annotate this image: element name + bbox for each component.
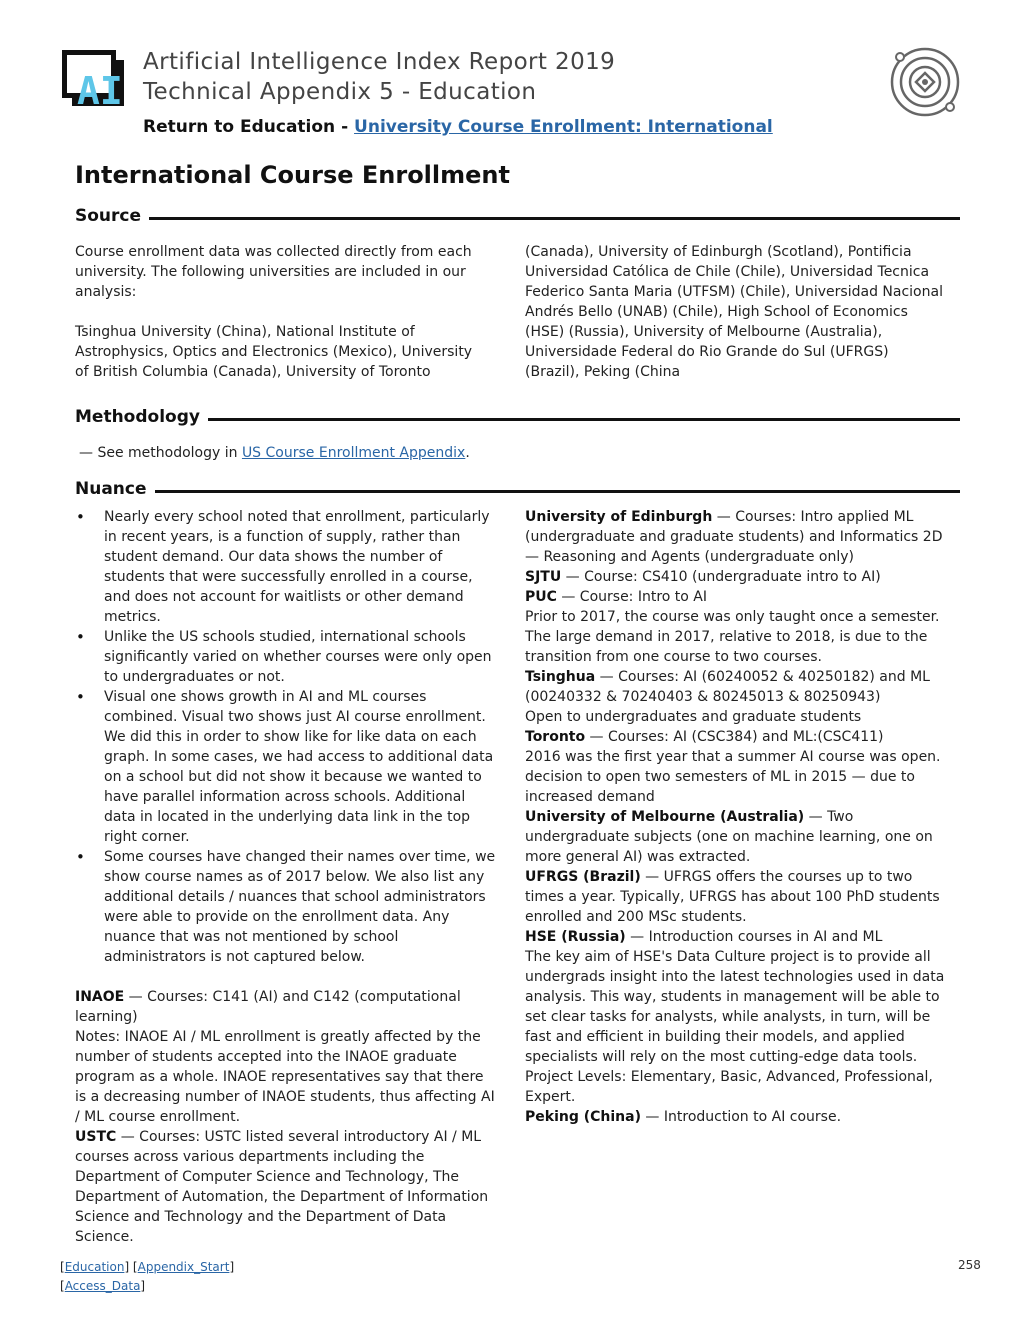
- return-prefix: Return to Education -: [143, 117, 355, 137]
- school-name: INAOE: [75, 989, 125, 1005]
- methodology-suffix: .: [465, 445, 470, 461]
- source-university-list-part2: (Canada), University of Edinburgh (Scotland), Pontificia Universidad Católica de Chile (Chile), Universidad Tecnica Federico Santa Maria (UTFSM) (Chile), Universidad Nacional Andrés Bello (UNAB) (Chile), High School of Economics (HSE) (Russia), University of Melbourne (Australia), Universidade Federal do Rio Grande do Sul (UFRGS) (Brazil), Peking (China: [525, 244, 943, 380]
- page-title: International Course Enrollment: [75, 161, 510, 189]
- school-notes-inaoe: Notes: INAOE AI / ML enrollment is greatly affected by the number of students accepted into the INAOE graduate program as a whole. INAOE representatives say that there is a decreasing number of INAOE students, thus affecting AI / ML course enrollment.: [75, 1029, 495, 1125]
- school-notes-toronto: 2016 was the first year that a summer AI course was open. decision to open two semesters of ML in 2015 — due to increased demand: [525, 749, 941, 805]
- school-name: USTC: [75, 1129, 117, 1145]
- nuance-section-header: [75, 477, 960, 501]
- methodology-section-header: [75, 405, 960, 429]
- school-name: Toronto: [525, 729, 586, 745]
- section-divider: [149, 217, 960, 220]
- school-courses: — Courses: USTC listed several introductory AI / ML courses across various departments including the Department of Computer Science and Technology, The Department of Automation, the Department of Information Science and Technology and the Department of Data Science.: [75, 1129, 489, 1245]
- school-name: Tsinghua: [525, 669, 596, 685]
- school-entry-ufrgs: [525, 867, 950, 927]
- source-right-column: [525, 242, 945, 382]
- footer-link-access-data[interactable]: Access_Data: [64, 1279, 141, 1293]
- source-university-list-part1: Tsinghua University (China), National Institute of Astrophysics, Optics and Electronics (Mexico), University of British Columbia (Canada), University of Toronto: [75, 324, 473, 380]
- school-entry-ustc: [75, 1127, 497, 1247]
- school-courses: — Two undergraduate subjects (one on machine learning, one on more general AI) was extracted.: [525, 809, 933, 865]
- nuance-bullet: • Visual one shows growth in AI and ML courses combined. Visual two shows just AI course enrollment. We did this in order to show like for like data on each graph. In some cases, we had access to additional data on a school but did not show it because we wanted to have parallel information across schools. Additional data in located in the underlying data link in the top right corner.: [75, 687, 497, 847]
- nuance-heading: Nuance: [75, 479, 147, 499]
- source-left-column: [75, 242, 485, 382]
- school-entry-inaoe: [75, 987, 497, 1027]
- school-name: UFRGS (Brazil): [525, 869, 641, 885]
- nuance-bullet: • Some courses have changed their names over time, we show course names as of 2017 below. We also list any additional details / nuances that school administrators were able to provide on the enrollment data. Any nuance that was not mentioned by school administrators is not captured below.: [75, 847, 497, 967]
- school-name: PUC: [525, 589, 557, 605]
- school-notes-hse: The key aim of HSE's Data Culture project is to provide all undergrads insight into the latest technologies used in data analysis. This way, students in management will be able to set clear tasks for analysts, while analysts, in turn, will be fast and efficient in building their models, and applied specialists will rely on the most cutting-edge data tools. Project Levels: Elementary, Basic, Advanced, Professional, Expert.: [525, 949, 945, 1105]
- report-subtitle: Technical Appendix 5 - Education: [143, 79, 537, 105]
- nuance-right-column: [525, 507, 950, 1127]
- school-entry-hse: [525, 927, 950, 947]
- school-name: HSE (Russia): [525, 929, 626, 945]
- school-entry-sjtu: [525, 567, 950, 587]
- school-notes-tsinghua: Open to undergraduates and graduate students: [525, 709, 862, 725]
- nuance-bullet-list: [75, 507, 497, 967]
- source-intro: Course enrollment data was collected directly from each university. The following universities are included in our analysis:: [75, 244, 472, 300]
- methodology-heading: Methodology: [75, 407, 200, 427]
- nuance-bullet: • Nearly every school noted that enrollment, particularly in recent years, is a function of supply, rather than student demand. Our data shows the number of students that were successfully enrolled in a course, and does not account for waitlists or other demand metrics.: [75, 507, 497, 627]
- report-emblem-icon: [888, 45, 962, 119]
- school-entry-tsinghua: [525, 667, 950, 707]
- school-courses: — Courses: AI (60240052 & 40250182) and ML (00240332 & 70240403 & 80245013 & 80250943): [525, 669, 930, 705]
- source-section-header: [75, 204, 960, 228]
- nuance-left-column: [75, 507, 497, 1247]
- footer-link-appendix-start[interactable]: Appendix_Start: [137, 1260, 230, 1274]
- school-entry-peking: [525, 1107, 950, 1127]
- methodology-link[interactable]: US Course Enrollment Appendix: [241, 445, 466, 461]
- return-nav: [143, 117, 773, 137]
- school-courses: — Introduction courses in AI and ML: [625, 929, 883, 945]
- school-courses: — Course: CS410 (undergraduate intro to AI): [561, 569, 881, 585]
- report-title: Artificial Intelligence Index Report 2019: [143, 49, 616, 75]
- school-name: SJTU: [525, 569, 562, 585]
- school-courses: — Courses: C141 (AI) and C142 (computational learning): [75, 989, 461, 1025]
- section-divider: [155, 490, 960, 493]
- nuance-bullet: • Unlike the US schools studied, international schools significantly varied on whether courses were only open to undergraduates or not.: [75, 627, 497, 687]
- school-entry-melbourne: [525, 807, 950, 867]
- footer-link-education[interactable]: Education: [64, 1260, 125, 1274]
- school-name: University of Melbourne (Australia): [525, 809, 805, 825]
- school-name: Peking (China): [525, 1109, 641, 1125]
- school-courses: — Introduction to AI course.: [640, 1109, 842, 1125]
- ai-index-logo: [58, 46, 130, 110]
- school-courses: — Courses: Intro applied ML (undergraduate and graduate students) and Informatics 2D — Reasoning and Agents (undergraduate only): [525, 509, 943, 565]
- source-heading: Source: [75, 206, 142, 226]
- page-number: 258: [958, 1258, 981, 1272]
- school-courses: — Course: Intro to AI: [556, 589, 708, 605]
- return-link[interactable]: University Course Enrollment: International: [354, 117, 773, 137]
- logo-text: AI: [77, 69, 123, 110]
- school-notes-puc: Prior to 2017, the course was only taught once a semester. The large demand in 2017, relative to 2018, is due to the transition from one course to two courses.: [525, 609, 940, 665]
- school-entry-toronto: [525, 727, 950, 747]
- school-name: University of Edinburgh: [525, 509, 713, 525]
- school-courses: — Courses: AI (CSC384) and ML:(CSC411): [585, 729, 884, 745]
- school-courses: — UFRGS offers the courses up to two times a year. Typically, UFRGS has about 100 PhD students enrolled and 200 MSc students.: [525, 869, 940, 925]
- school-entry-edinburgh: [525, 507, 950, 567]
- methodology-prefix: — See methodology in: [79, 445, 242, 461]
- methodology-text: [79, 443, 470, 463]
- footer-links: [Education] [Appendix_Start] [Access_Data]: [60, 1260, 235, 1293]
- section-divider: [208, 418, 960, 421]
- school-entry-puc: [525, 587, 950, 607]
